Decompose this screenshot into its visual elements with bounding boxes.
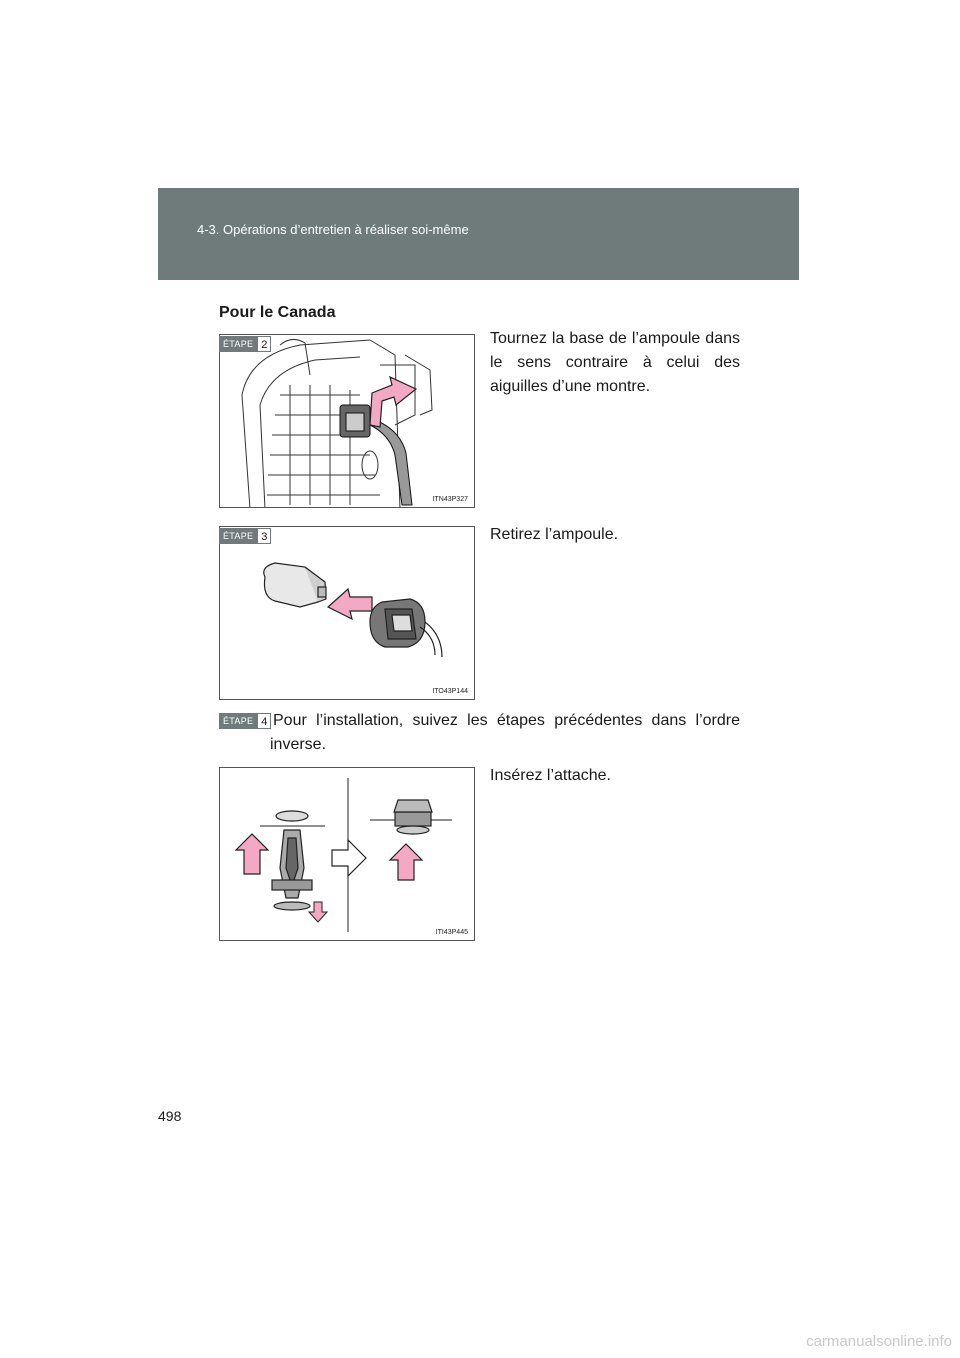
figure-clip bbox=[219, 767, 475, 941]
figure-code: ITO43P144 bbox=[432, 688, 468, 695]
rotate-arrow bbox=[370, 377, 416, 427]
step-4-text: Pour l’installation, suivez les étapes précédentes dans l’ordre inverse. bbox=[270, 712, 740, 753]
up-arrow-left bbox=[236, 834, 268, 874]
step-label: ÉTAPE bbox=[219, 528, 257, 544]
bulb-removal-illustration bbox=[220, 527, 475, 700]
step-3-text: Retirez l’ampoule. bbox=[490, 526, 619, 543]
step-number: 4 bbox=[257, 713, 271, 729]
step-badge-2 bbox=[219, 336, 271, 352]
step-number: 2 bbox=[257, 336, 271, 352]
step-label: ÉTAPE bbox=[219, 713, 257, 729]
direction-arrow bbox=[332, 840, 366, 876]
figure-step-2 bbox=[219, 334, 475, 508]
step-number: 3 bbox=[257, 528, 271, 544]
section-title: 4-3. Opérations d’entretien à réaliser soi-même bbox=[197, 222, 469, 237]
bulb-socket-illustration bbox=[220, 335, 475, 508]
step-label: ÉTAPE bbox=[219, 336, 257, 352]
watermark: carmanualsonline.info bbox=[806, 1333, 952, 1350]
clip-insertion-illustration bbox=[220, 768, 475, 941]
down-arrow-small bbox=[309, 902, 327, 922]
step-badge-4 bbox=[219, 713, 271, 729]
figure-code: ITN43P327 bbox=[432, 496, 468, 503]
step-badge-3 bbox=[219, 528, 271, 544]
step-2-text: Tournez la base de l’ampoule dans le sens contraire à celui des aiguilles d’une montre. bbox=[490, 330, 740, 395]
page-number: 498 bbox=[158, 1108, 182, 1124]
up-arrow-right bbox=[390, 844, 422, 880]
subheading: Pour le Canada bbox=[219, 304, 336, 321]
clip-note-text: Insérez l’attache. bbox=[490, 767, 611, 784]
figure-step-3 bbox=[219, 526, 475, 700]
figure-code: ITI43P445 bbox=[435, 929, 468, 936]
insert-arrow bbox=[328, 589, 372, 619]
